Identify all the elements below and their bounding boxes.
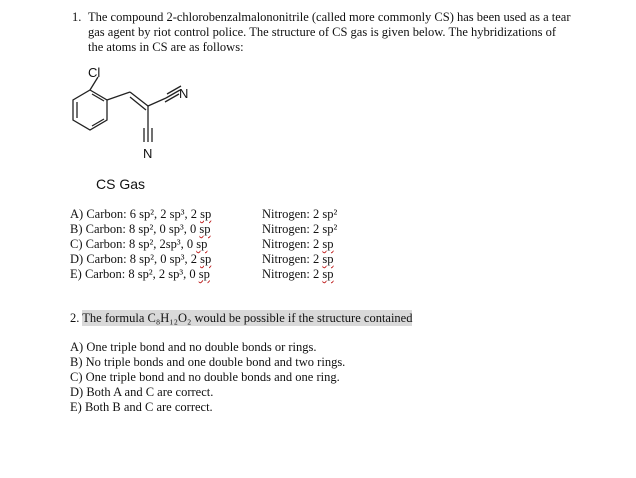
q2-option-a[interactable] [70, 340, 345, 355]
nitrogen-sp: sp [322, 237, 334, 251]
option-letter: E) [70, 400, 82, 414]
question-1-text: The compound 2-chlorobenzalmalononitrile (called more commonly CS) has been used as a tear gas agent by riot control police. The structure of CS gas is given below. The hybridizations of the atoms in CS are as follows: [88, 10, 571, 54]
n-top-atom-label: N [179, 86, 189, 101]
option-text: No triple bonds and one double bond and two rings. [85, 355, 346, 369]
c-cn-top-bond [148, 98, 166, 106]
benzene-ring [73, 90, 107, 130]
q1-nitrogen-options [262, 207, 337, 282]
q1-option-b-carbon[interactable] [70, 222, 211, 237]
nitrogen-label: Nitrogen: [262, 252, 310, 266]
side-chain [90, 77, 181, 142]
option-letter: B) [70, 355, 83, 369]
q1-option-c-nitrogen [262, 237, 337, 252]
nitrogen-hybrid: 2 sp² [313, 207, 338, 221]
nitrogen-label: Nitrogen: [262, 267, 310, 281]
nitrogen-hybrid: 2 [313, 237, 323, 251]
carbon-sp: sp [198, 267, 210, 281]
option-letter: B) [70, 222, 83, 236]
nitrogen-hybrid: 2 sp² [313, 222, 338, 236]
nitrogen-hybrid: 2 [313, 252, 323, 266]
ring-vinyl-bond [107, 92, 130, 100]
cs-gas-structure [60, 64, 200, 176]
nitrogen-label: Nitrogen: [262, 222, 310, 236]
nitrogen-sp: sp [322, 267, 334, 281]
nitrogen-label: Nitrogen: [262, 237, 310, 251]
carbon-label: Carbon: [85, 237, 126, 251]
carbon-hybrid: 8 sp², 0 sp³, 0 [129, 222, 200, 236]
q2-option-e[interactable] [70, 400, 345, 415]
question-2-text: The formula C₈H₁₂O₂ would be possible if the structure contained [82, 311, 413, 325]
option-text: One triple bond and no double bonds and one ring. [85, 370, 340, 384]
carbon-sp: sp [199, 222, 211, 236]
option-text: One triple bond and no double bonds or rings. [86, 340, 317, 354]
carbon-sp: sp [196, 237, 208, 251]
option-letter: C) [70, 237, 83, 251]
q2-options [70, 340, 345, 415]
question-1-number: 1. [72, 10, 82, 24]
question-2-number: 2. [70, 311, 80, 325]
q1-option-b-nitrogen [262, 222, 337, 237]
q1-option-c-carbon[interactable] [70, 237, 211, 252]
question-1-stem [72, 10, 572, 55]
option-letter: E) [70, 267, 82, 281]
q1-option-d-nitrogen [262, 252, 337, 267]
carbon-hybrid: 8 sp², 2sp³, 0 [129, 237, 197, 251]
q1-option-e-nitrogen [262, 267, 337, 282]
q1-option-a-carbon[interactable] [70, 207, 211, 222]
cl-atom-label: Cl [88, 65, 101, 80]
q2-option-d[interactable] [70, 385, 345, 400]
carbon-hybrid: 6 sp², 2 sp³, 2 [129, 207, 201, 221]
option-text: Both B and C are correct. [84, 400, 213, 414]
nitrogen-hybrid: 2 [313, 267, 323, 281]
carbon-label: Carbon: [84, 267, 126, 281]
option-text: Both A and C are correct. [86, 385, 214, 399]
q2-option-c[interactable] [70, 370, 345, 385]
q1-option-e-carbon[interactable] [70, 267, 211, 282]
option-letter: A) [70, 340, 84, 354]
carbon-label: Carbon: [86, 252, 127, 266]
q1-option-a-nitrogen [262, 207, 337, 222]
q2-option-b[interactable] [70, 355, 345, 370]
q1-carbon-options [70, 207, 211, 282]
nitrogen-label: Nitrogen: [262, 207, 310, 221]
question-2-stem [70, 311, 412, 326]
n-bottom-atom-label: N [143, 146, 153, 161]
nitrogen-sp: sp [322, 252, 334, 266]
carbon-label: Carbon: [85, 222, 126, 236]
compound-label: CS Gas [96, 176, 146, 192]
option-letter: C) [70, 370, 83, 384]
carbon-hybrid: 8 sp², 2 sp³, 0 [128, 267, 199, 281]
carbon-sp: sp [200, 252, 212, 266]
option-letter: A) [70, 207, 84, 221]
carbon-label: Carbon: [86, 207, 127, 221]
carbon-sp: sp [200, 207, 212, 221]
q1-option-d-carbon[interactable] [70, 252, 211, 267]
option-letter: D) [70, 385, 84, 399]
carbon-hybrid: 8 sp², 0 sp³, 2 [129, 252, 201, 266]
option-letter: D) [70, 252, 84, 266]
